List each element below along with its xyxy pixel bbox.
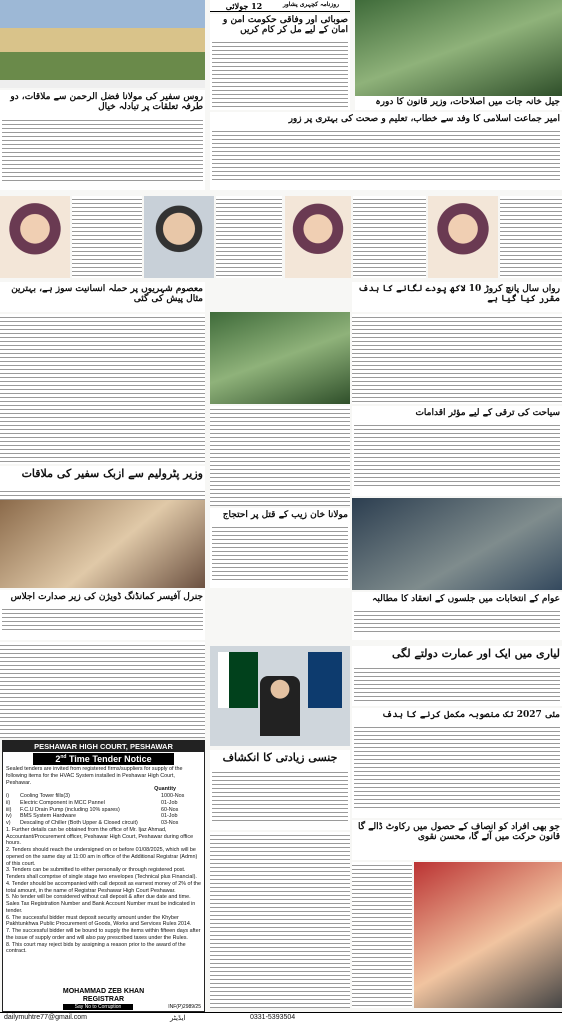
body-text — [354, 608, 560, 634]
tender-item-qty: 60-Nos — [161, 806, 179, 813]
body-text — [212, 39, 348, 107]
body-column — [352, 862, 412, 1008]
body-text — [2, 117, 203, 183]
portrait-row-text — [500, 196, 562, 278]
body-column — [210, 406, 350, 506]
tender-term: 2. Tenders should reach the undersigned on or before 01/08/2025, which will be opened on the same day at 11:00 am in office of the Additional Registrar (Admn) of this court. — [6, 847, 198, 867]
tender-qty-header: Quantity — [154, 786, 176, 793]
tender-item-name: Electric Component in MCC Pannel — [20, 799, 105, 806]
body-column — [0, 314, 205, 464]
uzbek-story — [0, 466, 205, 488]
footer-phone: 0331-5393504 — [250, 1014, 296, 1021]
body-text — [354, 422, 560, 488]
body-text — [2, 606, 203, 632]
headline-top-center: صوبائی اور وفاقی حکومت امن و امان کے لیے مل کر کام کریں — [223, 15, 348, 36]
headline-row6-left: عوام کے انتخابات میں جلسوں کے انعقاد کا مطالبہ — [372, 594, 560, 604]
tender-item-name: BMS System Hardware — [20, 813, 77, 820]
headline-uzbek: وزیر پٹرولیم سے ازبک سفیر کی ملاقات — [21, 467, 203, 480]
headline-row2-right: امیر جماعت اسلامی کا وفد سے خطاب، تعلیم و صحت کی بہتری پر زور — [288, 114, 560, 124]
tender-item-no: v) — [6, 820, 11, 826]
headline-2027: مئی 2027 تک منصوبہ مکمل کرنے کا ہدف — [381, 710, 560, 720]
photo-official-press — [210, 646, 350, 746]
headline-mid-left: معصوم شہریوں پر حملہ انسانیت سوز ہے، بہترین مثال پیش کی گئی — [11, 284, 203, 305]
tender-term: 3. Tenders can be submitted to either personally or through registered post. Tenders shall comprise of single stage two envelopes (Technical plus Financial). — [6, 867, 197, 880]
portrait-2 — [144, 196, 214, 278]
body-column — [0, 642, 205, 738]
portrait-1 — [0, 196, 70, 278]
tender-ref: INF(P)2989/25 — [168, 1004, 201, 1010]
story-2027 — [352, 708, 562, 818]
tender-item-row — [6, 820, 201, 827]
headline-mid-right: رواں سال پانچ کروڑ 10 لاکھ پودے لگانے کا ہدف مقرر کیا گیا ہے — [358, 284, 560, 305]
photo-meeting-garden — [355, 0, 562, 96]
headline-row6-right: جنرل آفیسر کمانڈنگ ڈویژن کی زیر صدارت اجلاس — [10, 592, 203, 602]
pakistan-flag — [218, 652, 258, 708]
footer-strip — [0, 1012, 562, 1024]
portrait-row-text — [353, 196, 426, 278]
tender-item-no: i) — [6, 793, 9, 799]
tender-signatory: MOHAMMAD ZEB KHAN — [3, 988, 204, 995]
tender-notice — [2, 740, 205, 1012]
top-right-caption — [355, 96, 562, 110]
tender-title-sup: nd — [60, 754, 67, 760]
headline-naqvi: جو بھی افراد کو انصاف کے حصول میں رکاوٹ ڈالے گا قانون حرکت میں آئے گا، محسن نقوی — [357, 822, 560, 843]
tender-item-no: ii) — [6, 799, 11, 806]
headline-row4-right: سیاحت کی ترقی کے لیے مؤثر اقدامات — [415, 408, 560, 418]
tender-item-qty: 01-Job — [161, 799, 178, 806]
photo-tree-planting — [210, 312, 350, 404]
photo-parade — [0, 0, 205, 80]
tender-item-name: F.C.U Drain Pump (including 10% spares) — [20, 806, 120, 813]
body-text — [212, 769, 348, 823]
tender-title — [33, 753, 174, 765]
row4-story-right — [352, 406, 562, 496]
portrait-row-text — [72, 196, 142, 278]
tender-item-name: Cooling Tower fills(3) — [20, 793, 70, 799]
footer-email: dailymuhtre77@gmail.com — [4, 1014, 87, 1021]
row6-story-left — [0, 590, 205, 640]
tender-item-row — [6, 807, 201, 814]
tender-item-row — [6, 813, 201, 820]
mid-story-right — [352, 282, 562, 312]
tender-item-no: iii) — [6, 806, 12, 813]
tender-org: PESHAWAR HIGH COURT, PESHAWAR — [3, 741, 204, 752]
tender-title-rest: Time Tender Notice — [68, 754, 152, 764]
tender-item-qty: 01-Job — [161, 813, 178, 820]
tender-item-row — [6, 800, 201, 807]
mid-story-left — [0, 282, 205, 312]
tender-slogan: Say No to Corruption — [63, 1004, 133, 1010]
headline-top-right: جیل خانہ جات میں اصلاحات، وزیر قانون کا دورہ — [375, 97, 560, 107]
body-text — [212, 128, 560, 180]
tender-item-qty: 03-Nos — [161, 820, 179, 826]
row2-story-left — [0, 90, 205, 190]
photo-rescue-team — [414, 862, 562, 1008]
body-text — [354, 724, 560, 810]
row5-story-center — [210, 508, 350, 588]
photo-relief-distribution — [352, 498, 562, 590]
headline-lyari: لیاری میں ایک اور عمارت دولتے لگی — [391, 647, 560, 660]
body-column — [0, 488, 205, 500]
footer-editor: ایڈیٹر — [170, 1015, 186, 1022]
tender-term: 7. The successful bidder will be bound to supply the items within fifteen days after the issue of supply order and will also pay prescribed taxes under the Rules. — [6, 928, 201, 941]
body-column — [352, 314, 562, 404]
photo-meeting-office — [0, 500, 205, 588]
caption-parade — [0, 80, 205, 88]
row2-story-right — [210, 112, 562, 190]
tender-designation: REGISTRAR — [3, 996, 204, 1003]
masthead-date: 12 جولائی — [225, 1, 263, 11]
tender-items-list — [3, 793, 204, 827]
tender-term: 8. This court may reject bids by assigning a reason prior to the award of the contract. — [6, 941, 186, 955]
lyari-story — [352, 646, 562, 706]
masthead — [210, 0, 350, 12]
tender-item-qty: 1000-Nos — [161, 793, 185, 799]
tender-term: 6. The successful bidder must deposit security amount under the Khyber Pakhtunkhwa Public Procurement of Goods, Works and Services Rules 2014. — [6, 914, 192, 928]
tender-title-num: 2 — [55, 754, 61, 764]
naqvi-story — [352, 820, 562, 860]
body-text — [212, 524, 348, 580]
headline-row5-center: مولانا خان زیب کے قتل پر احتجاج — [222, 510, 348, 520]
official-figure — [260, 676, 300, 736]
portrait-4 — [428, 196, 498, 278]
tender-terms-list — [3, 827, 204, 955]
top-center-story — [210, 14, 350, 110]
tender-intro: Sealed tenders are invited from registered firms/suppliers for supply of the following items for the HVAC System installed in Peshawar High Court, Peshawar. — [6, 766, 183, 786]
headline-row2-left: روس سفیر کی مولانا فضل الرحمن سے ملاقات، دو طرفہ تعلقات پر تبادلہ خیال — [10, 92, 203, 113]
headline-jinsi: جنسی زیادتی کا انکشاف — [222, 751, 338, 764]
tender-item-no: iv) — [6, 813, 12, 820]
masthead-title: روزنامہ کچہری پشاور — [283, 1, 339, 8]
jinsi-story — [210, 750, 350, 830]
tender-item-name: Descaling of Chiller (Both Upper & Closed circuit) — [20, 820, 138, 826]
emblem-flag — [308, 652, 342, 708]
tender-term: 4. Tender should be accompanied with call deposit as earnest money of 2% of the total amount, in the name of Registrar Peshawar High Court Peshawar. — [6, 880, 201, 894]
tender-item-row — [6, 793, 201, 800]
body-text — [354, 665, 560, 701]
row6-story-right — [352, 592, 562, 640]
portrait-3 — [285, 196, 351, 278]
portrait-row-text — [216, 196, 282, 278]
tender-term: 1. Further details can be obtained from the office of Mr. Ijaz Ahmad, Accountant/Procurement officer, Peshawar High Court, Peshawar during office hours. — [6, 826, 194, 847]
body-column — [210, 832, 350, 1008]
tender-term: 5. No tender will be considered without call deposit & after due date and time. Sales Tax Registration Number and Bank Account Number must be indicated in tender. — [6, 894, 196, 914]
